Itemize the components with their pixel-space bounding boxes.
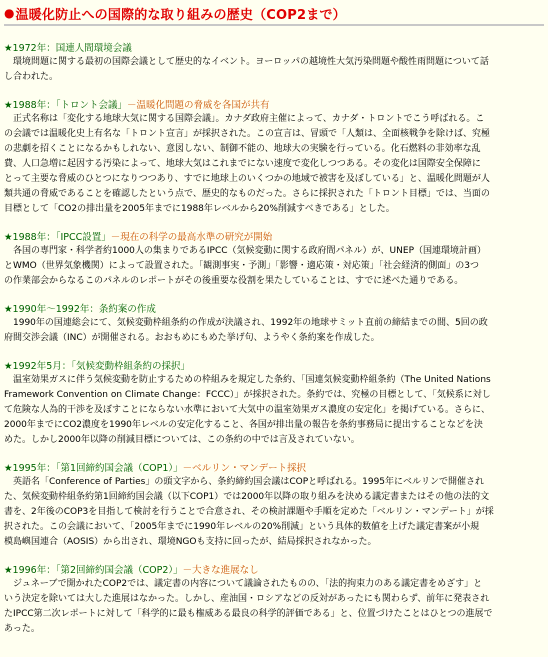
- section-heading: [4, 43, 544, 55]
- body-line: て危険な人為的干渉を及ぼすことにならない水準において大気中の温室効果ガス濃度の安定化」を掲げている。さらに、: [4, 405, 491, 415]
- star-icon: ★: [4, 361, 13, 372]
- body-line: 英語名「Conference of Parties」の頭文字から、条約締約国会議はCOPと呼ばれる。1995年にベルリンで開催され: [4, 477, 485, 487]
- section-heading: [4, 100, 544, 112]
- history-section: [4, 361, 544, 448]
- section-date: 1992年5月：: [12, 361, 72, 372]
- section-date: 1988年：: [12, 232, 56, 243]
- body-line: の作業部会からなるこのパネルのレポートがその後重要な役割を果たしていることは、すでに述べた通りである。: [4, 276, 464, 286]
- body-line: ジュネーブで開かれたCOP2では、議定書の内容について議論されたものの、「法的拘束力のある議定書をめざす」と: [4, 579, 483, 589]
- star-icon: ★: [4, 463, 13, 474]
- section-heading: [4, 463, 544, 475]
- star-icon: ★: [4, 100, 13, 111]
- body-line: 択された。この会議において、「2005年までに1990年レベルの20%削減」という具体的数値を上げた議定書案が小規: [4, 522, 480, 532]
- body-line: 正式名称は「変化する地球大気に関する国際会議」。カナダ政府主催によって、カナダ・トロントでこう呼ばれる。こ: [4, 114, 485, 124]
- star-icon: ★: [4, 565, 13, 576]
- section-event-name: 条約案の作成: [98, 304, 156, 315]
- history-section: [4, 232, 544, 289]
- body-line: 2000年までにCO2濃度を1990年レベルの安定化すること、各国が排出量の報告を条約事務局に提出することなどを決: [4, 420, 483, 430]
- history-section: [4, 463, 544, 550]
- section-heading: [4, 232, 544, 244]
- section-event-name: 「気候変動枠組条約の採択」: [71, 361, 191, 372]
- section-body: [4, 373, 544, 448]
- section-event-name: 「IPCC設置」: [55, 232, 111, 243]
- body-line: の会議では温暖化史上有名な「トロント宣言」が採択された。この宣言は、冒頭で「人類は、全面核戦争を除けば、究極: [4, 129, 491, 139]
- body-line: 費、人口急増に起因する汚染によって、地球大気はこれまでにない速度で変化しつつある。その変化は国際安全保障に: [4, 159, 481, 169]
- history-section: [4, 304, 544, 346]
- body-line: 温室効果ガスに伴う気候変動を防止するための枠組みを規定した条約、「国連気候変動枠組条約（The United Nations: [4, 375, 491, 385]
- heading-dash: －: [182, 565, 193, 576]
- body-line: あった。: [4, 624, 40, 634]
- body-line: 各国の専門家・科学者約1000人の集まりであるIPCC（気候変動に関する政府間パネル）が、UNEP（国連環境計画）: [4, 246, 486, 256]
- body-line: 環境問題に関する最初の国際会議として歴史的なイベント。ヨーロッパの越境性大気汚染問題や酸性雨問題について話: [4, 57, 489, 67]
- section-date: 1995年：: [12, 463, 56, 474]
- section-subtitle: 大きな進展なし: [192, 565, 259, 576]
- section-body: [4, 316, 544, 346]
- body-line: 目標として「CO2の排出量を2005年までに1988年レベルから20%削減すべきである」とした。: [4, 204, 395, 214]
- heading-dash: －: [182, 463, 193, 474]
- section-event-name: 国連人間環境会議: [55, 43, 132, 54]
- section-event-name: 「第1回締約国会議（COP1）」: [55, 463, 183, 474]
- star-icon: ★: [4, 232, 13, 243]
- section-heading: [4, 565, 544, 577]
- body-line: の悲劇を招くことになるかもしれない、意図しない、制御不能の、地球大の実験を行っている。化石燃料の非効率な乱: [4, 144, 481, 154]
- section-date: 1996年：: [12, 565, 56, 576]
- section-subtitle: 現在の科学の最高水準の研究が開始: [120, 232, 273, 243]
- body-line: 書を、2年後のCOP3を目指して検討を行うことで合意され、その検討課題や手順を定めた「ベルリン・マンデート」が採: [4, 507, 494, 517]
- page-title: 温暖化防止への国際的な取り組みの歴史（COP2まで）: [15, 7, 346, 23]
- history-content: [0, 43, 548, 637]
- section-heading: [4, 361, 544, 373]
- page-title-bar: [4, 2, 544, 26]
- section-subtitle: 温暖化問題の脅威を各国が共有: [136, 100, 270, 111]
- star-icon: ★: [4, 43, 13, 54]
- section-event-name: 「第2回締約国会議（COP2）」: [55, 565, 183, 576]
- body-line: いう決定を除いては大した進展はなかった。しかし、産油国・ロシアなどの反対があったにも関わらず、前年に発表され: [4, 594, 490, 604]
- title-bullet-icon: ●: [4, 6, 15, 20]
- body-line: たIPCC第二次レポートに対して「科学的に最も権威ある最良の科学的評価である」と、位置づけたことはひとつの進展で: [4, 609, 493, 619]
- history-section: [4, 565, 544, 637]
- history-section: [4, 100, 544, 217]
- history-section: [4, 43, 544, 85]
- body-line: めた。しかし2000年以降の削減目標については、この条約の中では言及されていない。: [4, 435, 360, 445]
- heading-dash: －: [110, 232, 121, 243]
- section-body: [4, 475, 544, 550]
- section-body: [4, 55, 544, 85]
- heading-dash: －: [126, 100, 137, 111]
- section-date: 1972年：: [12, 43, 56, 54]
- body-line: とって主要な脅威のひとつになりつつあり、すでに地球上のいくつかの地域で被害を及ぼしている」と、温暖化問題が人: [4, 174, 490, 184]
- section-event-name: 「トロント会議」: [55, 100, 127, 111]
- body-line: 類共通の脅威であることを確認したという点で、歴史的なものだった。さらに採択された「トロント目標」では、当面の: [4, 189, 490, 199]
- body-line: Framework Convention on Climate Change：FCCC）」が採択された。条約では、究極の目標として、「気候系に対し: [4, 390, 491, 400]
- section-subtitle: ベルリン・マンデート採択: [192, 463, 307, 474]
- section-heading: [4, 304, 544, 316]
- section-body: [4, 244, 544, 289]
- body-line: とWMO（世界気象機関）によって設置された。「観測事実・予測」「影響・適応策・対応策」「社会経済的側面」の3つ: [4, 261, 479, 271]
- body-line: し合われた。: [4, 72, 59, 82]
- body-line: 1990年の国連総会にて、気候変動枠組条約の作成が決議され、1992年の地球サミット直前の締結までの間、5回の政: [4, 318, 488, 328]
- body-line: 府間交渉会議（INC）が開催される。おおもめにもめた挙げ句、ようやく条約案を作成した。: [4, 333, 380, 343]
- section-date: 1988年：: [12, 100, 56, 111]
- section-body: [4, 112, 544, 217]
- section-date: 1990年～1992年：: [12, 304, 99, 315]
- star-icon: ★: [4, 304, 13, 315]
- body-line: た、気候変動枠組条約第1回締約国会議（以下COP1）では2000年以降の取り組みを決める議定書またはその他の法的文: [4, 492, 490, 502]
- section-body: [4, 577, 544, 637]
- body-line: 模島嶼国連合（AOSIS）から出され、環境NGOも支持に回ったが、結局採択されなかった。: [4, 537, 377, 547]
- page: [0, 2, 548, 657]
